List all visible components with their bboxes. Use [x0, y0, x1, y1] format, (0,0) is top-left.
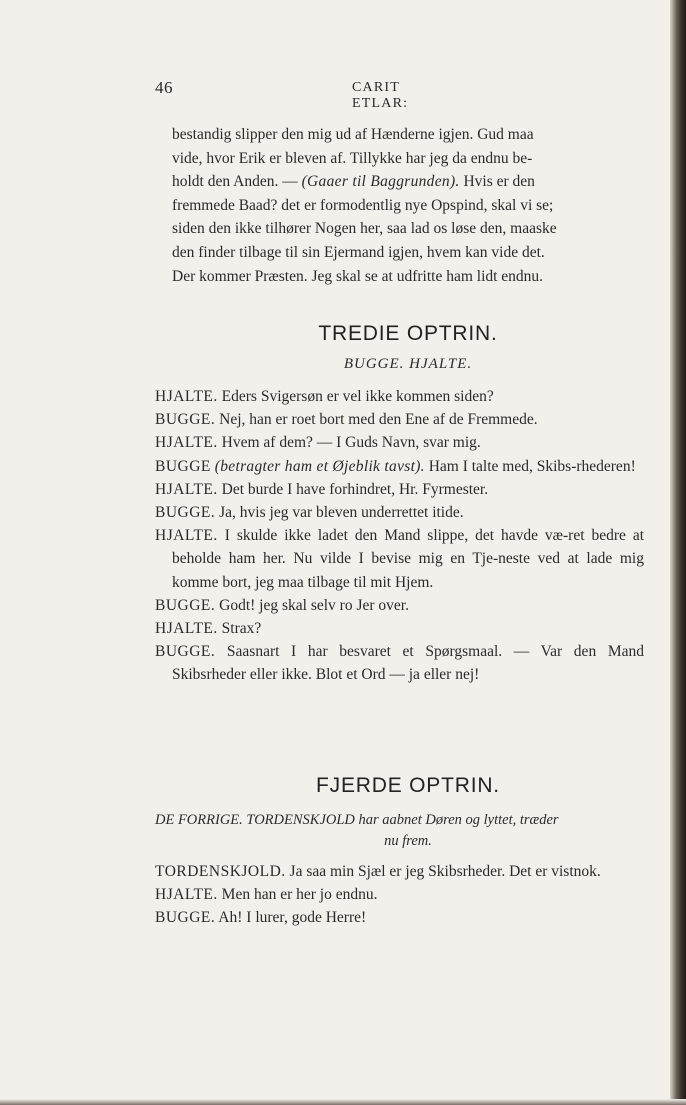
speech: Saasnart I har besvaret et Spørgsmaal. — Var den Mand Skibsrheder eller ikke. Blot et Ord — ja eller nej! [172, 643, 644, 684]
intro-line: fremmede Baad? det er formodentlig nye Opspind, skal vi se; [172, 196, 554, 214]
dialogue-line [155, 431, 644, 454]
speaker: HJALTE. [155, 480, 218, 498]
speech: Ja, hvis jeg var bleven underrettet itide. [219, 504, 464, 522]
dialogue-line [155, 501, 644, 524]
speaker: BUGGE. [155, 596, 216, 614]
intro-line-start: holdt den Anden. — [172, 173, 302, 191]
dialogue-line [155, 524, 644, 594]
stage-direction: (betragter ham et Øjeblik tavst). [214, 457, 425, 475]
stage-direction-block [155, 810, 644, 852]
speaker: BUGGE. [155, 411, 216, 429]
intro-paragraph [172, 123, 644, 288]
speaker: BUGGE [155, 457, 211, 475]
speaker: HJALTE. [155, 527, 218, 545]
intro-line-end: Hvis er den [459, 173, 535, 191]
stage-direction: (Gaaer til Baggrunden). [301, 173, 460, 191]
speech: Men han er her jo endnu. [221, 886, 378, 904]
running-head: CARIT ETLAR: [352, 80, 409, 111]
speaker: HJALTE. [155, 620, 218, 638]
speech: Det burde I have forhindret, Hr. Fyrmester. [221, 480, 489, 498]
speech: I skulde ikke ladet den Mand slippe, det havde væ-ret bedre at beholde ham her. Nu vilde I bevise mig en Tje-neste ved at lade mig komme bort, jeg maa tilbage til mit Hjem. [172, 527, 645, 591]
dialogue-line [155, 883, 644, 906]
dialogue-line [155, 408, 644, 431]
speech: Hvem af dem? — I Guds Navn, svar mig. [221, 434, 481, 452]
intro-line: siden den ikke tilhører Nogen her, saa lad os løse den, maaske [172, 220, 557, 238]
intro-line: den finder tilbage til sin Ejermand igjen, hvem kan vide det. [172, 243, 545, 261]
dialogue-line [155, 617, 644, 640]
dialogue-line [155, 385, 644, 408]
intro-line [172, 170, 644, 194]
speech: Nej, han er roet bort med den Ene af de Fremmede. [219, 411, 538, 429]
speech: Ja saa min Sjæl er jeg Skibsrheder. Det er vistnok. [289, 863, 601, 880]
scene-cast: BUGGE. HJALTE. [343, 356, 473, 372]
speaker: TORDENSKJOLD. [155, 863, 286, 880]
speaker: BUGGE. [155, 909, 216, 927]
speech: Godt! jeg skal selv ro Jer over. [219, 596, 409, 614]
dialogue-line [155, 478, 644, 501]
dialogue-block [155, 860, 644, 930]
stage-direction: DE FORRIGE. TORDENSKJOLD har aabnet Døren og lyttet, træder [155, 812, 559, 828]
speaker: HJALTE. [155, 886, 218, 904]
page-bottom-edge [0, 1099, 686, 1105]
book-spine-edge [670, 0, 686, 1105]
intro-line: bestandig slipper den mig ud af Hænderne igjen. Gud maa [172, 126, 534, 143]
speech: Ah! I lurer, gode Herre! [218, 909, 367, 927]
speaker: HJALTE. [155, 388, 218, 405]
speech: Eders Svigersøn er vel ikke kommen siden? [221, 388, 494, 405]
dialogue-line [155, 640, 644, 686]
dialogue-line [155, 455, 644, 478]
intro-line: vide, hvor Erik er bleven af. Tillykke har jeg da endnu be- [172, 149, 533, 167]
dialogue-block [155, 385, 644, 687]
dialogue-line [155, 860, 644, 883]
intro-line: Der kommer Præsten. Jeg skal se at udfritte ham lidt endnu. [172, 267, 544, 285]
page-number: 46 [155, 78, 173, 97]
dialogue-line [155, 594, 644, 617]
speech: Strax? [221, 620, 262, 638]
speaker: BUGGE. [155, 504, 216, 522]
speaker: BUGGE. [155, 643, 216, 661]
dialogue-line [155, 906, 644, 929]
scene-title: TREDIE OPTRIN. [318, 322, 498, 345]
speech: Ham I talte med, Skibs-rhederen! [428, 457, 636, 475]
speaker: HJALTE. [155, 434, 218, 452]
scene-title: FJERDE OPTRIN. [316, 774, 500, 797]
stage-direction-cont: nu frem. [384, 833, 432, 849]
